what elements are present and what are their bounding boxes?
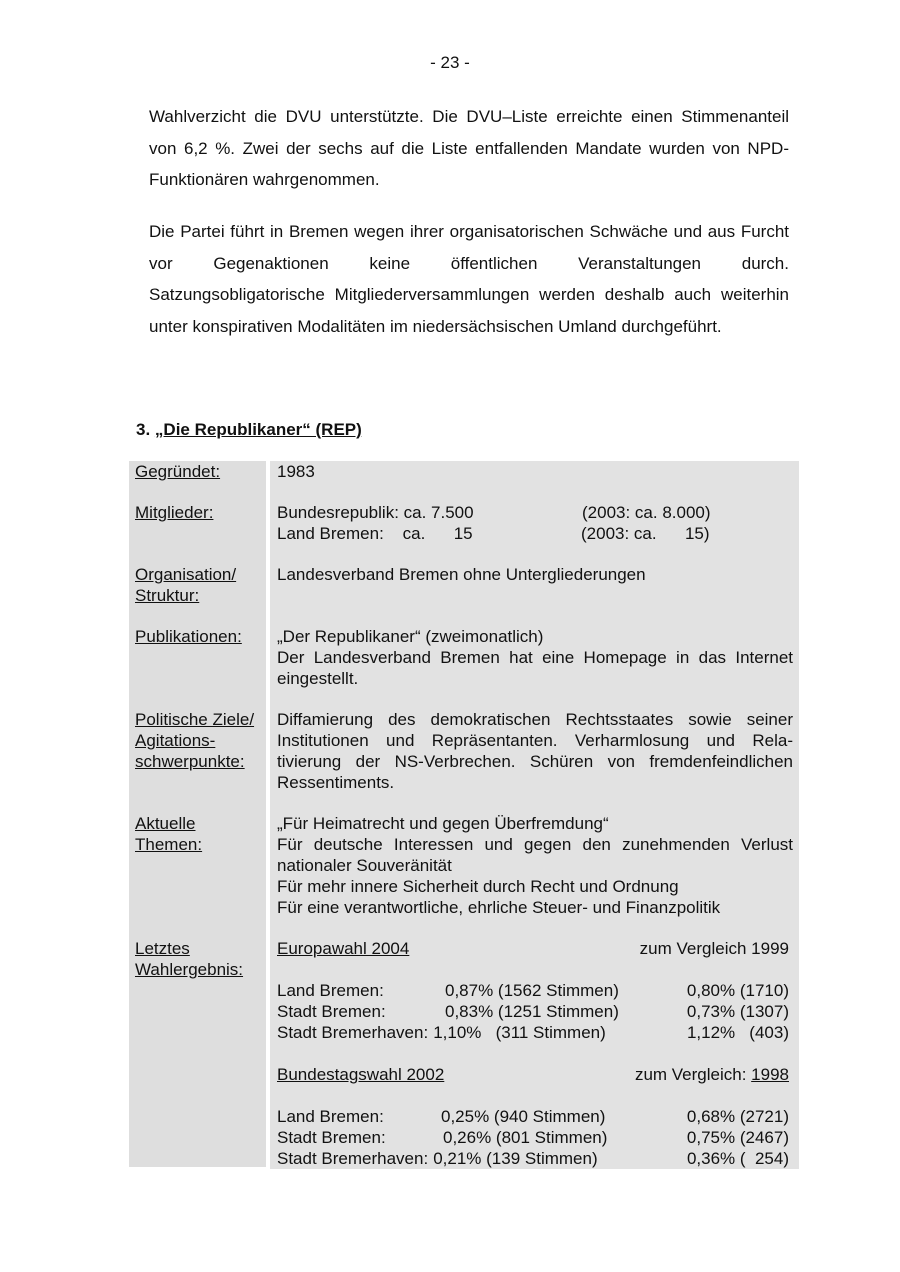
row-founded: [129, 461, 799, 482]
result-region: Land Bremen:: [277, 981, 384, 1000]
publication-line: Der Landesverband Bremen hat eine Homepage in das Internet: [277, 648, 793, 667]
result-previous: 1,12% (403): [686, 1023, 789, 1042]
label-organisation: Organisation/: [135, 565, 237, 584]
members-left: Land Bremen: ca. 15: [277, 524, 473, 543]
topic-line: „Für Heimatrecht und gegen Überfremdung“: [277, 814, 609, 833]
goals-line: Ressentiments.: [277, 773, 395, 792]
topic-line: nationaler Souveränität: [277, 856, 452, 875]
europe-compare: zum Vergleich 1999: [639, 939, 789, 958]
label-publications: Publikationen:: [135, 627, 242, 646]
label-goals: Politische Ziele/: [135, 710, 255, 729]
topic-line: Für deutsche Interessen und gegen den zunehmenden Verlust: [277, 835, 793, 854]
goals-line: Diffamierung des demokratischen Rechtsstaates sowie seiner: [277, 710, 793, 729]
result-value: 0,25% (940 Stimmen): [441, 1107, 606, 1126]
bundestag-row: [277, 1148, 793, 1169]
label-elections: Wahlergebnis:: [135, 960, 244, 979]
bundestag-row: [277, 1106, 793, 1127]
europe-row: [277, 1001, 793, 1022]
topic-line: Für eine verantwortliche, ehrliche Steuer- und Finanzpolitik: [277, 898, 721, 917]
row-organisation: [129, 564, 799, 606]
members-right: (2003: ca. 15): [581, 524, 710, 543]
label-topics: Aktuelle: [135, 814, 196, 833]
value-founded: 1983: [277, 462, 315, 481]
result-value: 0,26% (801 Stimmen): [443, 1128, 608, 1147]
bundestag-title: Bundestagswahl 2002: [277, 1065, 445, 1084]
result-previous: 0,73% (1307): [686, 1002, 789, 1021]
label-members: Mitglieder:: [135, 503, 214, 522]
party-fact-table: [129, 461, 799, 1170]
compare-year: 1998: [751, 1065, 789, 1084]
members-row: [277, 523, 793, 544]
label-goals: schwerpunkte:: [135, 752, 245, 771]
result-previous: 0,75% (2467): [686, 1128, 789, 1147]
label-goals: Agitations-: [135, 731, 216, 750]
topic-line: Für mehr innere Sicherheit durch Recht und Ordnung: [277, 877, 679, 896]
result-value: 0,87% (1562 Stimmen): [445, 981, 619, 1000]
europe-header: [277, 938, 793, 959]
result-value: 1,10% (311 Stimmen): [433, 1023, 606, 1042]
europe-row: [277, 1022, 793, 1043]
result-previous: 0,80% (1710): [686, 981, 789, 1000]
row-current-topics: [129, 813, 799, 918]
label-structure: Struktur:: [135, 586, 200, 605]
section-heading: [136, 420, 362, 440]
result-region: Stadt Bremerhaven:: [277, 1023, 429, 1042]
members-right: (2003: ca. 8.000): [582, 503, 711, 522]
publication-line: eingestellt.: [277, 669, 359, 688]
bundestag-header: [277, 1064, 793, 1085]
europe-title: Europawahl 2004: [277, 939, 410, 958]
result-region: Stadt Bremen:: [277, 1128, 386, 1147]
section-number: 3.: [136, 420, 151, 439]
row-publications: [129, 626, 799, 689]
bundestag-row: [277, 1127, 793, 1148]
result-region: Stadt Bremerhaven:: [277, 1149, 429, 1168]
row-election-results: [129, 938, 799, 1169]
members-row: [277, 502, 793, 523]
bundestag-compare: [635, 1064, 789, 1085]
members-left: Bundesrepublik: ca. 7.500: [277, 503, 474, 522]
label-topics: Themen:: [135, 835, 203, 854]
result-value: 0,83% (1251 Stimmen): [445, 1002, 619, 1021]
section-title: „Die Republikaner“ (REP): [154, 420, 362, 439]
paragraph-2: Die Partei führt in Bremen wegen ihrer organisatorischen Schwäche und aus Furcht vor Gegenaktionen keine öffentlichen Veranstaltungen durch. Satzungsobligatorische Mitgliederversammlungen werden deshalb auch weiterhin unter konspirativen Modalitäten im niedersächsischen Umland durchgeführt.: [149, 222, 789, 336]
europe-row: [277, 980, 793, 1001]
page-number: - 23 -: [430, 53, 470, 72]
result-previous: 0,36% ( 254): [686, 1149, 789, 1168]
result-region: Stadt Bremen:: [277, 1002, 386, 1021]
result-previous: 0,68% (2721): [686, 1107, 789, 1126]
publication-line: „Der Republikaner“ (zweimonatlich): [277, 627, 544, 646]
paragraph-1: Wahlverzicht die DVU unterstützte. Die DVU–Liste erreichte einen Stimmenanteil von 6,2 %. Zwei der sechs auf die Liste entfallenden Mandate wurden von NPD-Funktionären wahrgenommen.: [149, 107, 789, 189]
result-region: Land Bremen:: [277, 1107, 384, 1126]
label-elections: Letztes: [135, 939, 190, 958]
compare-prefix: zum Vergleich:: [634, 1065, 747, 1084]
goals-line: Institutionen und Repräsentanten. Verharmlosung und Rela-: [277, 731, 793, 750]
result-value: 0,21% (139 Stimmen): [433, 1149, 598, 1168]
row-members: [129, 502, 799, 544]
label-founded: Gegründet:: [135, 462, 221, 481]
row-political-goals: [129, 709, 799, 793]
goals-line: tivierung der NS-Verbrechen. Schüren von fremdenfeindlichen: [277, 752, 793, 771]
value-organisation: Landesverband Bremen ohne Untergliederungen: [277, 565, 646, 584]
